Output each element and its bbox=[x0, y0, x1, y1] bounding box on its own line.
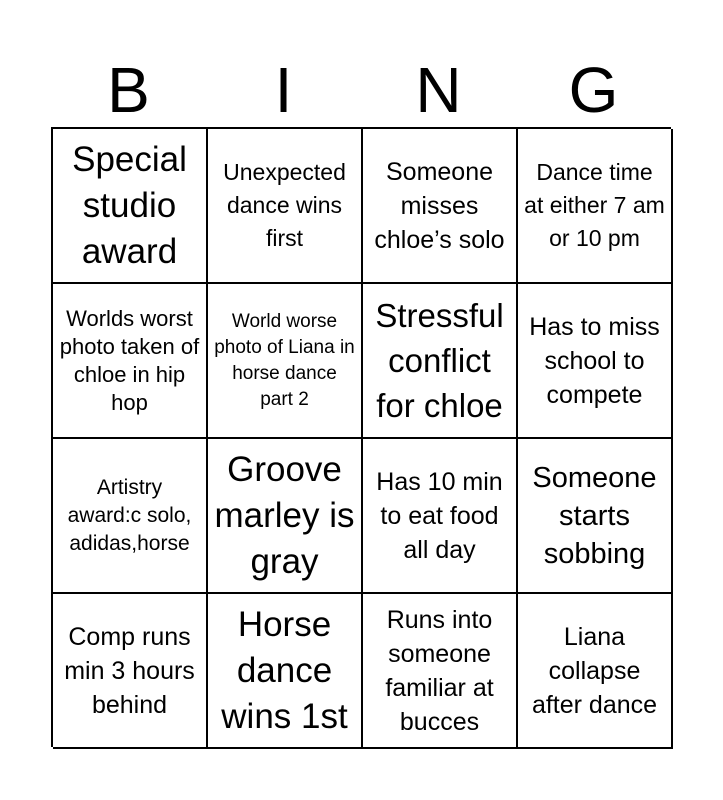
bingo-cell[interactable] bbox=[53, 129, 208, 284]
cell-text: Stressful conflict for chloe bbox=[375, 297, 504, 424]
bingo-cell[interactable] bbox=[518, 129, 673, 284]
cell-text: Someone starts sobbing bbox=[532, 461, 657, 570]
bingo-cell[interactable] bbox=[363, 439, 518, 594]
bingo-cell[interactable] bbox=[208, 439, 363, 594]
header-letter-b: B bbox=[107, 54, 150, 126]
bingo-cell[interactable] bbox=[53, 284, 208, 439]
cell-text: Worlds worst photo taken of chloe in hip hop bbox=[59, 305, 200, 415]
cell-text: Unexpected dance wins first bbox=[223, 159, 346, 251]
cell-text: Liana collapse after dance bbox=[531, 622, 658, 719]
bingo-cell[interactable] bbox=[208, 594, 363, 749]
bingo-header bbox=[51, 52, 671, 128]
cell-text: Has to miss school to compete bbox=[529, 312, 660, 409]
bingo-board bbox=[51, 127, 671, 747]
bingo-cell[interactable] bbox=[208, 129, 363, 284]
bingo-cell[interactable] bbox=[363, 129, 518, 284]
cell-text: Runs into someone familiar at bucces bbox=[385, 605, 494, 736]
cell-text: Groove marley is gray bbox=[214, 449, 355, 581]
cell-text: Special studio award bbox=[72, 139, 187, 271]
header-letter-i: I bbox=[274, 54, 293, 126]
cell-text: World worse photo of Liana in horse dance part 2 bbox=[214, 310, 355, 410]
cell-text: Has 10 min to eat food all day bbox=[376, 467, 503, 564]
bingo-cell[interactable] bbox=[208, 284, 363, 439]
cell-text: Someone misses chloe’s solo bbox=[374, 157, 505, 254]
bingo-cell[interactable] bbox=[363, 284, 518, 439]
bingo-cell[interactable] bbox=[53, 439, 208, 594]
header-letter-n: N bbox=[415, 54, 462, 126]
header-letter-g: G bbox=[568, 54, 619, 126]
cell-text: Artistry award:c solo, adidas,horse bbox=[67, 475, 192, 555]
bingo-cell[interactable] bbox=[518, 594, 673, 749]
bingo-cell[interactable] bbox=[363, 594, 518, 749]
cell-text: Comp runs min 3 hours behind bbox=[64, 622, 195, 719]
bingo-cell[interactable] bbox=[53, 594, 208, 749]
bingo-cell[interactable] bbox=[518, 284, 673, 439]
cell-text: Dance time at either 7 am or 10 pm bbox=[524, 159, 665, 251]
cell-text: Horse dance wins 1st bbox=[221, 604, 348, 736]
bingo-cell[interactable] bbox=[518, 439, 673, 594]
